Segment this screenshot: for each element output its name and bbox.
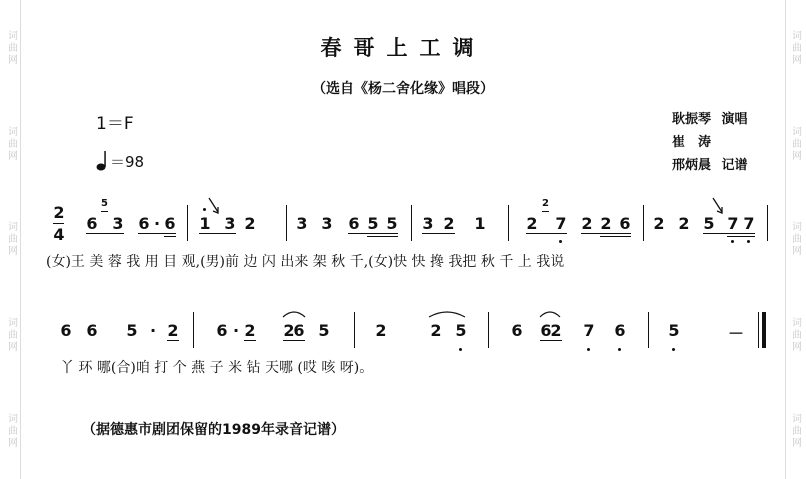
barline [354, 312, 355, 348]
barline [411, 205, 412, 241]
note-underline [422, 233, 455, 234]
note: 7 [727, 214, 739, 233]
credit-performer-2: 崔 涛 [672, 135, 712, 150]
note: 2 [283, 321, 295, 340]
note: 5 [703, 214, 715, 233]
note-underline [348, 233, 398, 234]
note: 6 [60, 321, 72, 340]
right-watermark: 词曲网 词曲网 词曲网 词曲网 词曲网 [789, 29, 801, 450]
note: 2 [244, 321, 256, 340]
note: 7 [583, 321, 595, 340]
right-edge-line [785, 0, 786, 479]
sustain-dash: － [728, 324, 745, 343]
tempo-value: ＝98 [110, 152, 145, 171]
time-signature-top: 2 [53, 203, 65, 222]
note-underline [581, 233, 631, 234]
note: 2 [581, 214, 593, 233]
note-underline [86, 233, 124, 234]
note: 3 [112, 214, 124, 233]
quarter-note-icon [96, 150, 108, 172]
note: 3 [224, 214, 236, 233]
note-underline [199, 233, 236, 234]
note: 6 [216, 321, 228, 340]
time-signature-bottom: 4 [53, 225, 65, 244]
note-underline [526, 233, 567, 234]
song-title: 春哥上工调 [320, 35, 486, 60]
note: 7 [555, 214, 567, 233]
lyrics-line-2: 丫 环 哪(合)咱 打 个 燕 子 米 钻 天哪 (哎 咳 呀)。 [60, 360, 374, 376]
low-octave-dot [618, 348, 621, 351]
high-octave-dot [203, 208, 206, 211]
note-underline [244, 340, 256, 341]
final-barline-thick [762, 312, 766, 348]
note-underline [164, 236, 176, 237]
note: 7 [743, 214, 755, 233]
grace-underline [542, 211, 549, 212]
final-barline-thin [758, 312, 759, 348]
barline [648, 312, 649, 348]
note: 5 [668, 321, 680, 340]
credits [672, 108, 748, 177]
note: 5 [455, 321, 467, 340]
source-note: （据德惠市剧团保留的1989年录音记谱） [82, 422, 345, 438]
note: · [232, 321, 240, 340]
barline [767, 205, 768, 241]
note-underline [138, 233, 176, 234]
note: 6 [614, 321, 626, 340]
note-underline [727, 236, 755, 237]
low-octave-dot [672, 348, 675, 351]
slur-arc [281, 308, 307, 318]
credit-transcriber: 邢炳晨 记谱 [672, 158, 748, 173]
barline [643, 205, 644, 241]
note: 5 [126, 321, 138, 340]
note: 6 [86, 321, 98, 340]
note-underline [540, 340, 562, 341]
note: 6 [164, 214, 176, 233]
note: 3 [321, 214, 333, 233]
slur-arc [538, 308, 562, 318]
song-subtitle: （选自《杨二舍化缘》唱段） [312, 81, 494, 97]
time-signature-line [53, 223, 64, 224]
note: 3 [422, 214, 434, 233]
note: 2 [167, 321, 179, 340]
note: 2 [600, 214, 612, 233]
note-underline [283, 340, 305, 341]
barline [187, 205, 188, 241]
key-signature: 1＝F [96, 114, 134, 134]
tempo-marking [96, 150, 144, 172]
note-underline [703, 233, 755, 234]
note: 5 [367, 214, 379, 233]
barline [508, 205, 509, 241]
note: 6 [293, 321, 305, 340]
note: 5 [386, 214, 398, 233]
note-underline [167, 340, 179, 341]
note: 2 [678, 214, 690, 233]
barline [193, 312, 194, 348]
grace-note: 5 [101, 198, 108, 209]
note: 6 [138, 214, 150, 233]
slide-arrow-icon [207, 196, 221, 216]
low-octave-dot [459, 348, 462, 351]
note-underline [600, 236, 631, 237]
note: 1 [199, 214, 211, 233]
note-underline [367, 236, 398, 237]
credit-performer-1: 耿振琴 演唱 [672, 112, 748, 127]
note: 2 [550, 321, 562, 340]
low-octave-dot [559, 240, 562, 243]
note: · [153, 214, 161, 233]
note: 2 [526, 214, 538, 233]
low-octave-dot [587, 348, 590, 351]
grace-note: 2 [542, 198, 549, 209]
note: 6 [619, 214, 631, 233]
note: 6 [540, 321, 552, 340]
barline [488, 312, 489, 348]
note: 2 [653, 214, 665, 233]
note: · [149, 321, 157, 340]
note: 6 [348, 214, 360, 233]
note: 2 [443, 214, 455, 233]
slur-arc [427, 308, 467, 318]
left-watermark: 词曲网 词曲网 词曲网 词曲网 词曲网 [5, 29, 17, 450]
note: 6 [86, 214, 98, 233]
grace-underline [101, 211, 108, 212]
lyrics-line-1: (女)王 美 蓉 我 用 目 观,(男)前 边 闪 出来 架 秋 千,(女)快 快 搀 我把 秋 千 上 我说 [46, 254, 565, 270]
note: 1 [474, 214, 486, 233]
barline [286, 205, 287, 241]
left-edge-line [20, 0, 21, 479]
slide-arrow-icon [711, 196, 725, 216]
low-octave-dot [747, 240, 750, 243]
note: 2 [244, 214, 256, 233]
note: 3 [296, 214, 308, 233]
note: 6 [511, 321, 523, 340]
low-octave-dot [731, 240, 734, 243]
note: 2 [430, 321, 442, 340]
note: 2 [375, 321, 387, 340]
note: 5 [318, 321, 330, 340]
